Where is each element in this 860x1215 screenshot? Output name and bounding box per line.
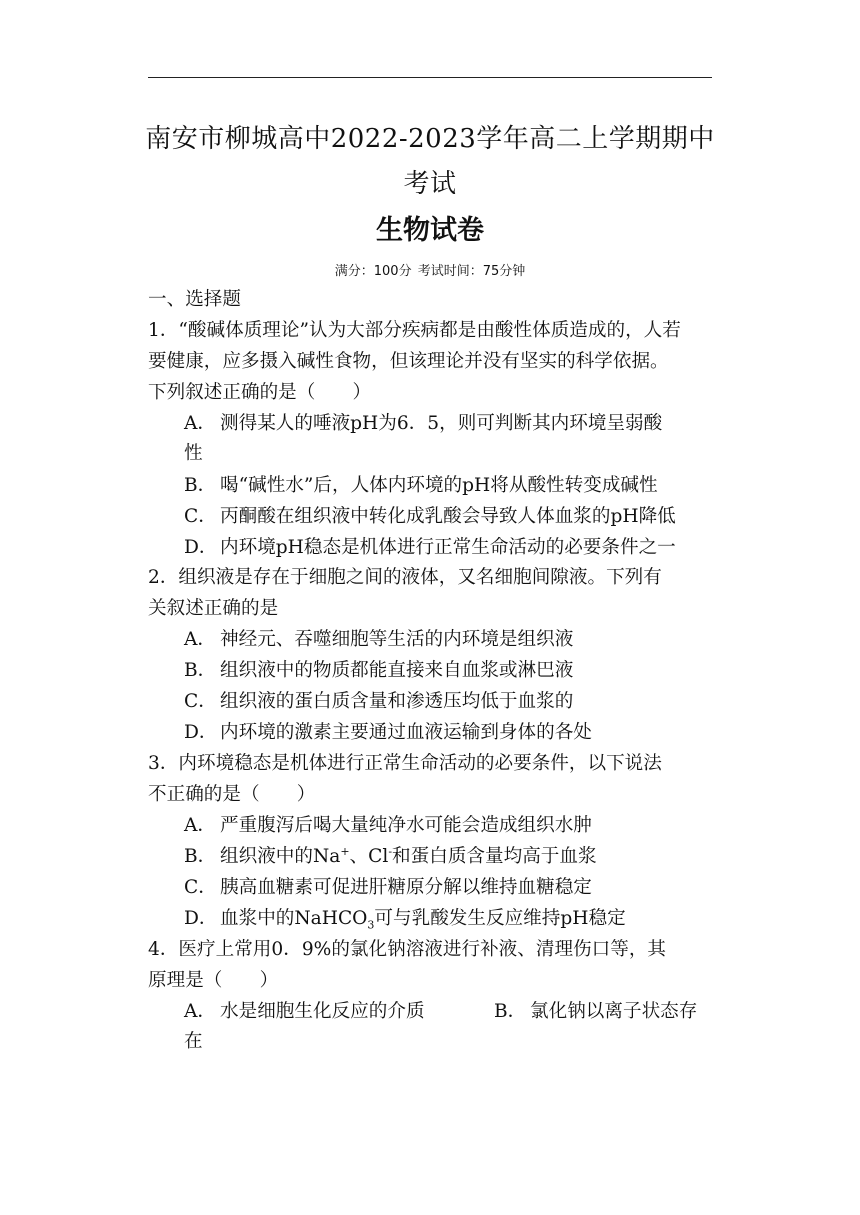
q2-stem-line-1: 2．组织液是存在于细胞之间的液体，又名细胞间隙液。下列有: [148, 567, 662, 588]
option-text-post: 和蛋白质含量均高于血浆: [392, 846, 597, 867]
option-text: 组织液的蛋白质含量和渗透压均低于血浆的: [220, 691, 574, 712]
q1-stem-line-3: 下列叙述正确的是（ ）: [148, 382, 372, 403]
q1-stem-line-2: 要健康，应多摄入碱性食物，但该理论并没有坚实的科学依据。: [148, 351, 669, 372]
q4-option-b-cont: 在: [184, 1031, 203, 1052]
q4-stem-line-2: 原理是（ ）: [148, 970, 279, 991]
q1-option-a: [184, 412, 662, 436]
exam-meta: 满分：100分 考试时间：75分钟: [334, 264, 526, 279]
option-text-mid: 、Cl: [349, 846, 389, 867]
option-text: 内环境的激素主要通过血液运输到身体的各处: [220, 722, 592, 743]
option-text: 水是细胞生化反应的介质: [220, 1001, 425, 1022]
q3-stem-line-2: 不正确的是（ ）: [148, 784, 316, 805]
option-text: 丙酮酸在组织液中转化成乳酸会导致人体血浆的pH降低: [220, 506, 676, 527]
option-label: D．: [184, 908, 218, 929]
exam-title-line-2: 考试: [403, 169, 457, 199]
q1-stem-line-1: 1．“酸碱体质理论”认为大部分疾病都是由酸性体质造成的，人若: [148, 320, 681, 341]
q4-option-b: [494, 1000, 697, 1024]
option-label: D．: [184, 537, 218, 558]
option-text: 喝“碱性水”后，人体内环境的pH将从酸性转变成碱性: [220, 475, 658, 496]
option-label: B．: [184, 475, 217, 496]
option-text: 氯化钠以离子状态存: [530, 1001, 698, 1022]
subscript-3: 3: [367, 918, 375, 932]
section-heading: 一、选择题: [148, 289, 241, 310]
option-label: C．: [184, 877, 217, 898]
q4-option-a: [184, 1000, 425, 1024]
option-label: C．: [184, 691, 217, 712]
q2-option-c: [184, 690, 573, 714]
q2-option-d: [184, 721, 592, 745]
option-text: 组织液中的物质都能直接来自血浆或淋巴液: [220, 660, 574, 681]
exam-title-line-1: 南安市柳城高中2022-2023学年高二上学期期中: [145, 124, 715, 154]
header-rule: [148, 77, 712, 78]
superscript-plus: +: [340, 844, 350, 858]
q4-stem-line-1: 4．医疗上常用0．9%的氯化钠溶液进行补液、清理伤口等，其: [148, 939, 667, 960]
option-label: B．: [494, 1001, 527, 1022]
q1-option-d: [184, 536, 676, 560]
option-text: 胰高血糖素可促进肝糖原分解以维持血糖稳定: [220, 877, 592, 898]
q3-option-c: [184, 876, 592, 900]
q3-option-d: [184, 907, 626, 931]
option-label: A．: [184, 1001, 217, 1022]
option-label: A．: [184, 629, 217, 650]
option-label: D．: [184, 722, 218, 743]
option-text: 内环境pH稳态是机体进行正常生命活动的必要条件之一: [220, 537, 676, 558]
q1-option-b: [184, 474, 658, 498]
option-label: A．: [184, 413, 217, 434]
option-text-post: 可与乳酸发生反应维持pH稳定: [374, 908, 626, 929]
option-label: A．: [184, 815, 217, 836]
option-text-pre: 组织液中的Na: [220, 846, 341, 867]
option-text: 测得某人的唾液pH为6．5，则可判断其内环境呈弱酸: [220, 413, 663, 434]
subject-title: 生物试卷: [376, 215, 484, 246]
option-label: C．: [184, 506, 217, 527]
q1-option-a-cont: 性: [184, 443, 203, 464]
q2-option-b: [184, 659, 573, 683]
superscript-minus: -: [388, 844, 393, 858]
option-text: 神经元、吞噬细胞等生活的内环境是组织液: [220, 629, 574, 650]
q1-option-c: [184, 505, 676, 529]
option-text: 严重腹泻后喝大量纯净水可能会造成组织水肿: [220, 815, 592, 836]
option-label: B．: [184, 660, 217, 681]
option-label: B．: [184, 846, 217, 867]
q2-stem-line-2: 关叙述正确的是: [148, 598, 279, 619]
q2-option-a: [184, 628, 573, 652]
option-text-pre: 血浆中的NaHCO: [220, 908, 368, 929]
q3-option-b: [184, 845, 597, 869]
q3-option-a: [184, 814, 592, 838]
q3-stem-line-1: 3．内环境稳态是机体进行正常生命活动的必要条件，以下说法: [148, 753, 662, 774]
